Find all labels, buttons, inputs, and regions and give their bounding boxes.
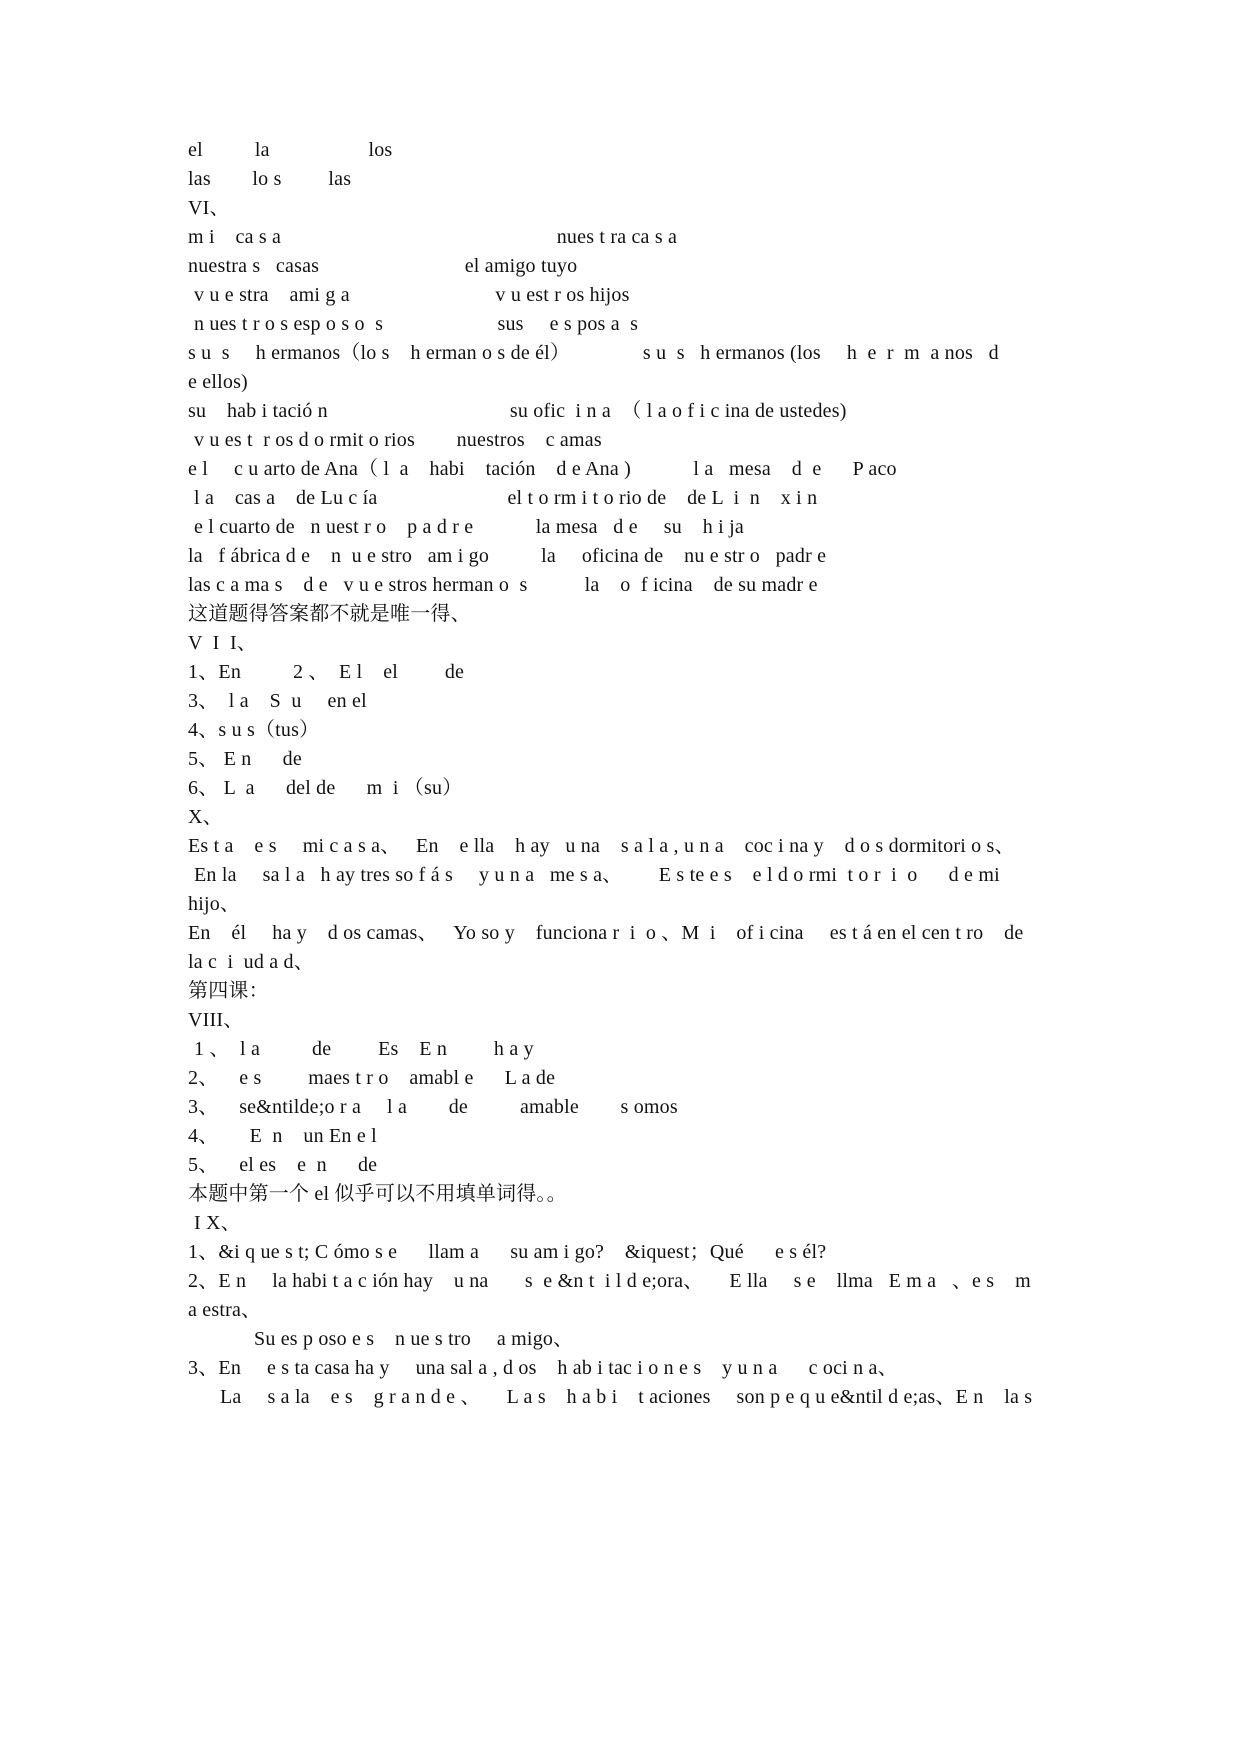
section-heading: 第四课：: [188, 980, 269, 1002]
text-line: s u s h ermanos（lo s h erman o s de él） s u s h ermanos (los h e r m a nos d: [188, 342, 999, 364]
text-line: 5、 E n de: [188, 748, 302, 770]
text-line: La s a la e s g r a n d e 、 L a s h a b i t aciones son p e q u e&ntil d e;as、E n la s: [220, 1386, 1033, 1408]
text-line: 3、En e s ta casa ha y una sal a , d os h ab i tac i o n e s y u n a c oci n a、: [188, 1357, 898, 1379]
text-line: 2、 e s maes t r o amabl e L a de: [188, 1067, 556, 1089]
text-line: l a cas a de Lu c ía el t o rm i t o rio de de L i n x i n: [194, 487, 818, 509]
text-line: 2、E n la habi t a c ión hay u na s e &n t i l d e;ora、 E lla s e llma E m a 、e s m: [188, 1270, 1031, 1292]
section-heading: X、: [188, 806, 223, 828]
text-line: Su es p oso e s n ue s tro a migo、: [254, 1328, 574, 1350]
text-line: m i ca s a nues t ra ca s a: [188, 226, 678, 248]
text-line: n ues t r o s esp o s o s sus e s pos a s: [194, 313, 639, 335]
text-line: VI、: [188, 197, 230, 219]
text-line: 4、 E n un En e l: [188, 1125, 377, 1147]
text-line: la f ábrica d e n u e stro am i go la oficina de nu e str o padr e: [188, 545, 827, 567]
text-line: el la los: [188, 139, 393, 161]
section-heading: I X、: [194, 1212, 241, 1234]
text-line: 5、 el es e n de: [188, 1154, 378, 1176]
text-line: 3、 se&ntilde;o r a l a de amable s omos: [188, 1096, 678, 1118]
section-heading: VIII、: [188, 1009, 244, 1031]
text-line: la c i ud a d、: [188, 951, 314, 973]
text-line: En la sa l a h ay tres so f á s y u n a me s a、 E s te e s e l d o rmi t o r i o d e mi: [194, 864, 1000, 886]
text-line: En él ha y d os camas、 Yo so y funciona r i o 、M i of i cina es t á en el cen t ro de: [188, 922, 1024, 944]
text-line: las c a ma s d e v u e stros herman o s la o f icina de su madr e: [188, 574, 818, 596]
text-line: hijo、: [188, 893, 241, 915]
text-line: Es t a e s mi c a s a、 En e lla h ay u na s a l a , u n a coc i na y d o s dormitori o s、: [188, 835, 1015, 857]
text-line: nuestra s casas el amigo tuyo: [188, 255, 578, 277]
text-line: e ellos): [188, 371, 248, 393]
text-line: 1、&i q ue s t; C ómo s e llam a su am i go? &iquest；Qué e s él?: [188, 1241, 827, 1263]
text-line: e l cuarto de n uest r o p a d r e la mesa d e su h i ja: [194, 516, 744, 538]
text-line: 4、s u s（tus）: [188, 719, 320, 741]
text-line: 6、 L a del de m i （su）: [188, 777, 463, 799]
text-line: 这道题得答案都不就是唯一得、: [188, 603, 471, 625]
text-line: e l c u arto de Ana（ l a habi tación d e Ana ) l a mesa d e P aco: [188, 458, 897, 480]
text-line: las lo s las: [188, 168, 352, 190]
text-line: su hab i tació n su ofic i n a （ l a o f i c ina de ustedes): [188, 400, 847, 422]
text-line: v u e stra ami g a v u est r os hijos: [194, 284, 630, 306]
text-line: 1 、 l a de Es E n h a y: [194, 1038, 534, 1060]
section-heading: V I I、: [188, 632, 258, 654]
text-line: 本题中第一个 el 似乎可以不用填单词得。。: [188, 1183, 567, 1205]
text-line: 3、 l a S u en el: [188, 690, 367, 712]
text-line: v u es t r os d o rmit o rios nuestros c amas: [194, 429, 602, 451]
text-line: 1、En 2 、 E l el de: [188, 661, 465, 683]
text-line: a estra、: [188, 1299, 262, 1321]
